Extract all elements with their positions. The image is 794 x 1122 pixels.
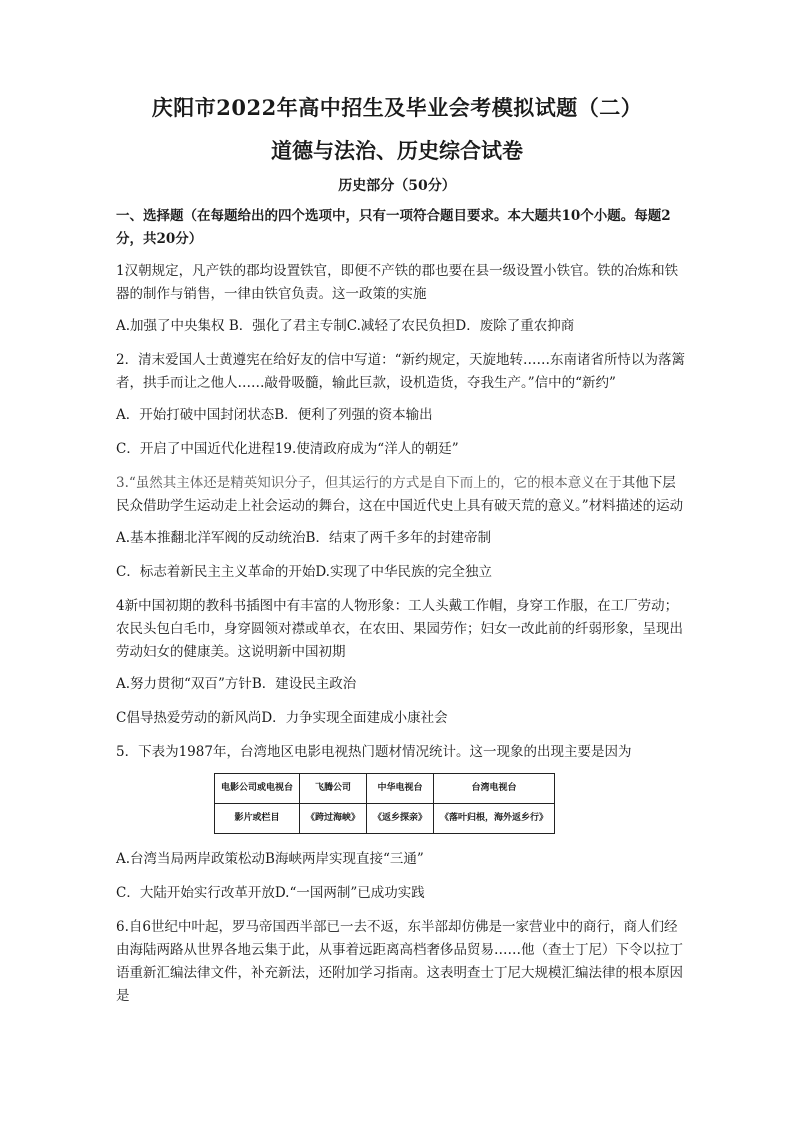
table-cell: 台湾电视台 xyxy=(434,774,555,804)
question-1-stem: 1汉朝规定，凡产铁的郡均设置铁官，即便不产铁的郡也要在县一级设置小铁官。铁的冶炼和铁器的制作与销售，一律由铁官负责。这一政策的实施 xyxy=(116,263,679,302)
question-5-options-cd: C．大陆开始实行改革开放D.“一国两制”已成功实践 xyxy=(116,885,425,901)
question-4-options-ab: A.努力贯彻“双百”方针B．建设民主政治 xyxy=(116,676,357,692)
table-cell: 影片或栏目 xyxy=(215,804,300,834)
question-2-options-ab: A．开始打破中国封闭状态B．便利了列强的资本输出 xyxy=(116,407,433,423)
table-row xyxy=(215,774,555,804)
table-cell: 《返乡探亲》 xyxy=(367,804,434,834)
question-2-options-cd: C．开启了中国近代化进程19.使清政府成为“洋人的朝廷” xyxy=(116,441,459,457)
table-cell: 电影公司或电视台 xyxy=(215,774,300,804)
instructions: 一、选择题（在每题给出的四个选项中，只有一项符合题目要求。本大题共10个小题。每题2分，共20分） xyxy=(116,208,671,247)
question-1-options: A.加强了中央集权 B．强化了君主专制C.减轻了农民负担D．废除了重农抑商 xyxy=(116,318,575,334)
table-cell: 《跨过海峡》 xyxy=(300,804,367,834)
question-3-options-ab: A.基本推翻北洋军阀的反动统治B．结束了两千多年的封建帝制 xyxy=(116,530,491,546)
exam-subtitle: 道德与法治、历史综合试卷 xyxy=(271,138,523,163)
table-row xyxy=(215,804,555,834)
question-3-stem-quote: 3.“虽然其主体还是精英知识分子，但其运行的方式是自下而上的，它的根本意义在于 xyxy=(116,475,622,491)
table-cell: 中华电视台 xyxy=(367,774,434,804)
question-4-stem: 4新中国初期的教科书插图中有丰富的人物形象：工人头戴工作帽，身穿工作服，在工厂劳动；农民头包白毛巾，身穿圆领对襟或单衣，在农田、果园劳作；妇女一改此前的纤弱形象，呈现出劳动妇女的健康美。这说明新中国初期 xyxy=(116,598,683,660)
question-3-stem-rest: 其他下层民众借助学生运动走上社会运动的舞台，这在中国近代史上具有破天荒的意义。”材料描述的运动 xyxy=(116,475,684,514)
table-cell: 飞腾公司 xyxy=(300,774,367,804)
table-cell: 《落叶归根，海外返乡行》 xyxy=(434,804,555,834)
question-6-stem: 6.自6世纪中叶起，罗马帝国西半部已一去不返，东半部却仿佛是一家营业中的商行，商人们经由海陆两路从世界各地云集于此，从事着远距离高档奢侈品贸易……他（查士丁尼）下令以拉丁语重新汇编法律文件，补充新法，还附加学习指南。这表明查士丁尼大规模汇编法律的根本原因是 xyxy=(116,919,683,1004)
question-2-stem: 2．清末爱国人士黄遵宪在给好友的信中写道：“新约规定，天旋地转……东南诸省所恃以为落篱者，拱手而让之他人……敲骨吸髓，输此巨款，设机造货，夺我生产。”信中的“新约” xyxy=(116,352,685,391)
question-3-options-cd: C．标志着新民主主义革命的开始D.实现了中华民族的完全独立 xyxy=(116,564,492,580)
question-5-stem: 5．下表为1987年，台湾地区电影电视热门题材情况统计。这一现象的出现主要是因为 xyxy=(116,744,632,760)
question-5-options-ab: A.台湾当局两岸政策松动B海峡两岸实现直接“三通” xyxy=(116,851,424,867)
exam-title: 庆阳市2022年高中招生及毕业会考模拟试题（二） xyxy=(151,95,643,120)
question-3-stem xyxy=(116,472,688,518)
exam-content xyxy=(116,205,688,1017)
question-4-options-cd: C倡导热爱劳动的新风尚D．力争实现全面建成小康社会 xyxy=(116,710,448,726)
tv-statistics-table xyxy=(214,773,555,834)
section-title: 历史部分（50分） xyxy=(338,178,456,194)
